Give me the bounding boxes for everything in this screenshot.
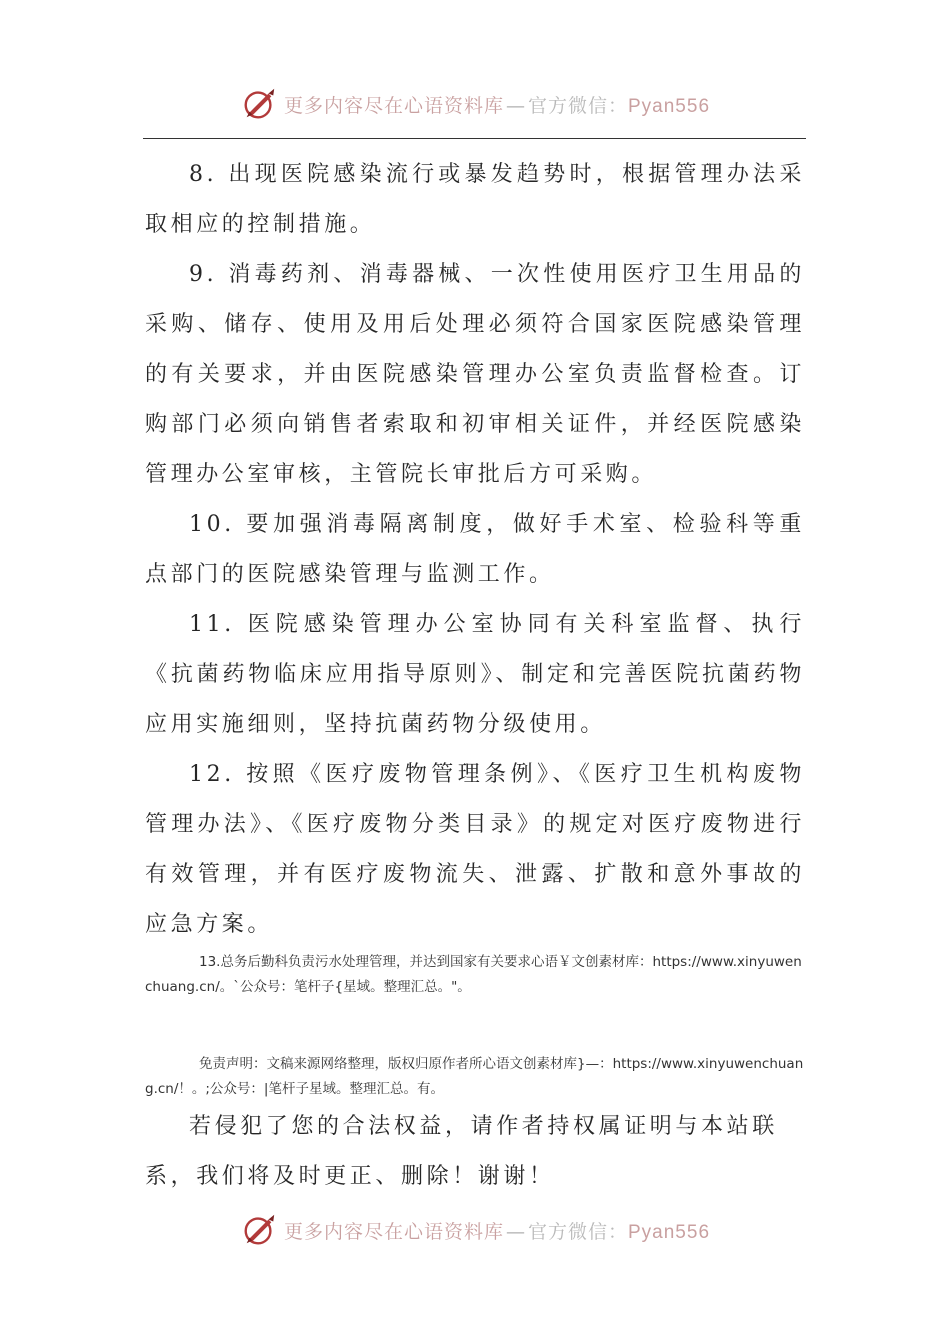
- banner-text: [284, 1217, 710, 1244]
- banner-text: [284, 91, 710, 118]
- document-body: [145, 150, 805, 1202]
- banner-main-text: 更多内容尽在心语资料库: [283, 94, 504, 117]
- footer-banner: [0, 1210, 950, 1250]
- disclaimer-text: 免责声明：文稿来源网络整理，版权归原作者所心语文创素材库}—：https://www.xinyuwenchuang.cn/！。;公众号：|笔杆子星域。整理汇总。有。: [145, 1056, 804, 1097]
- banner-separator: —: [505, 94, 526, 117]
- banner-sub-text: 官方微信：: [527, 1220, 628, 1243]
- paragraph-8: 8. 出现医院感染流行或暴发趋势时，根据管理办法采取相应的控制措施。: [145, 162, 805, 237]
- paragraph-10: 10. 要加强消毒隔离制度，做好手术室、检验科等重点部门的医院感染管理与监测工作。: [145, 512, 805, 587]
- banner-separator: —: [505, 1220, 526, 1243]
- paragraph-9: 9. 消毒药剂、消毒器械、一次性使用医疗卫生用品的采购、储存、使用及用后处理必须符合国家医院感染管理的有关要求，并由医院感染管理办公室负责监督检查。订购部门必须向销售者索取和初审相关证件，并经医院感染管理办公室审核，主管院长审批后方可采购。: [145, 262, 805, 487]
- header-banner: [0, 84, 950, 124]
- closing-statement: 若侵犯了您的合法权益，请作者持权属证明与本站联系，我们将及时更正、删除！谢谢！: [145, 1114, 778, 1189]
- header-divider: [143, 138, 806, 139]
- paragraph-12: 12. 按照《医疗废物管理条例》、《医疗卫生机构废物管理办法》、《医疗废物分类目录》的规定对医疗废物进行有效管理，并有医疗废物流失、泄露、扩散和意外事故的应急方案。: [145, 762, 805, 937]
- paragraph-13-note: 13.总务后勤科负责污水处理管理，并达到国家有关要求心语￥文创素材库：https://www.xinyuwenchuang.cn/。`公众号：笔杆子{星域。整理汇总。"。: [145, 954, 802, 995]
- banner-wechat-id: Pyan556: [628, 95, 711, 117]
- banner-main-text: 更多内容尽在心语资料库: [283, 1220, 504, 1243]
- paragraph-11: 11. 医院感染管理办公室协同有关科室监督、执行《抗菌药物临床应用指导原则》、制定和完善医院抗菌药物应用实施细则，坚持抗菌药物分级使用。: [145, 612, 805, 737]
- banner-wechat-id: Pyan556: [628, 1221, 711, 1243]
- pen-logo-icon: [240, 85, 278, 123]
- pen-logo-icon: [240, 1211, 278, 1249]
- banner-sub-text: 官方微信：: [527, 94, 628, 117]
